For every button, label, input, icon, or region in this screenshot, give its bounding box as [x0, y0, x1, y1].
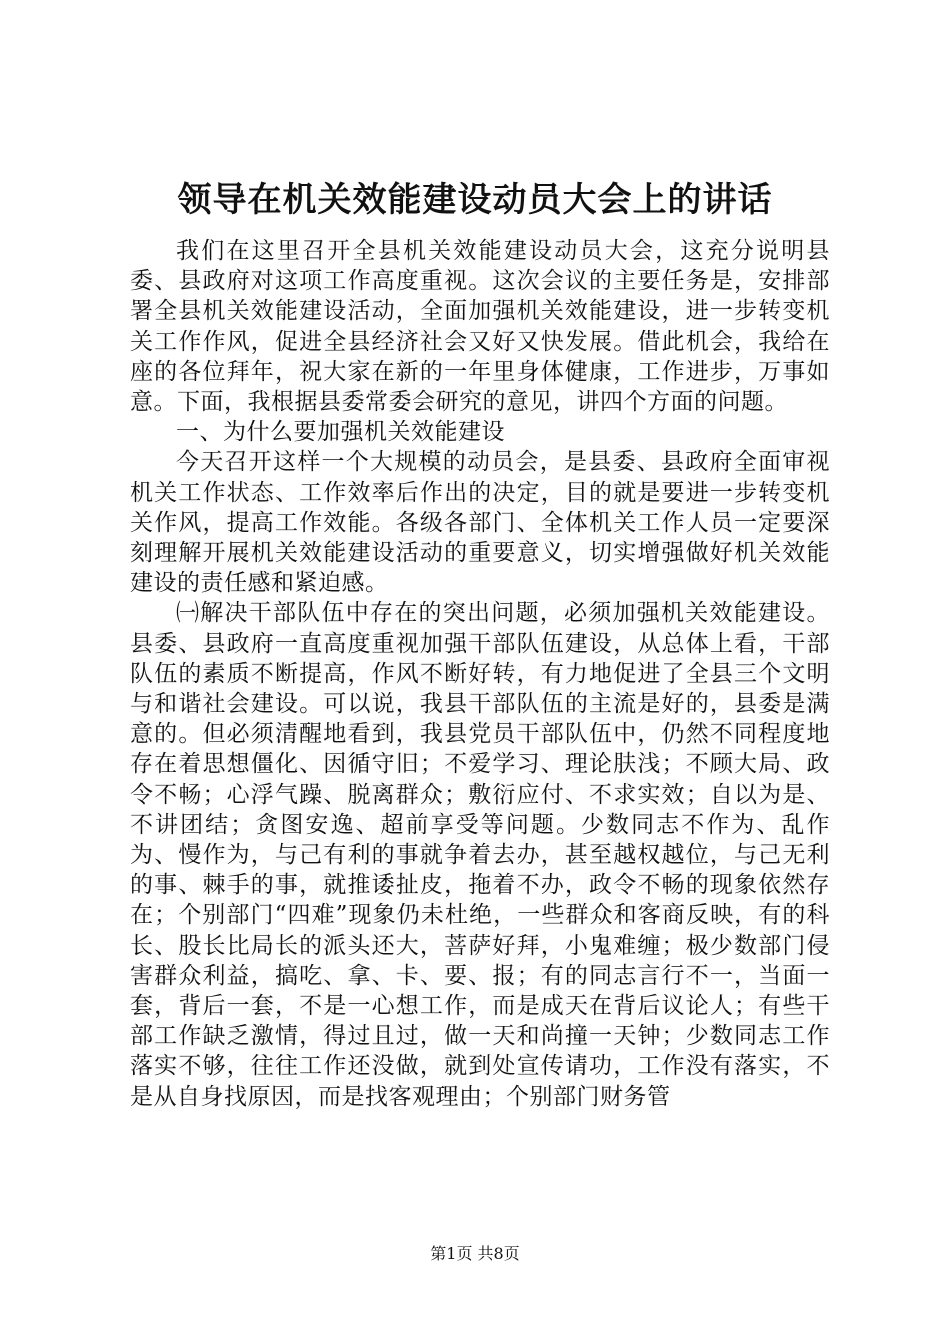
document-body: [130, 236, 830, 1112]
document-title: 领导在机关效能建设动员大会上的讲话: [177, 180, 773, 220]
paragraph-intro: 我们在这里召开全县机关效能建设动员大会，这充分说明县委、县政府对这项工作高度重视。这次会议的主要任务是，安排部署全县机关效能建设活动，全面加强机关效能建设，进一步转变机关工作作风，促进全县经济社会又好又快发展。借此机会，我给在座的各位拜年，祝大家在新的一年里身体健康，工作进步，万事如意。下面，我根据县委常委会研究的意见，讲四个方面的问题。: [130, 238, 830, 416]
paragraph-point-1: ㈠解决干部队伍中存在的突出问题，必须加强机关效能建设。县委、县政府一直高度重视加强干部队伍建设，从总体上看，干部队伍的素质不断提高，作风不断好转，有力地促进了全县三个文明与和谐社会建设。可以说，我县干部队伍的主流是好的，县委是满意的。但必须清醒地看到，我县党员干部队伍中，仍然不同程度地存在着思想僵化、因循守旧；不爱学习、理论肤浅；不顾大局、政令不畅；心浮气躁、脱离群众；敷衍应付、不求实效；自以为是、不讲团结；贪图安逸、超前享受等问题。少数同志不作为、乱作为、慢作为，与己有利的事就争着去办，甚至越权越位，与己无利的事、棘手的事，就推诿扯皮，拖着不办，政令不畅的现象依然存在；个别部门“四难”现象仍未杜绝，一些群众和客商反映，有的科长、股长比局长的派头还大，菩萨好拜，小鬼难缠；极少数部门侵害群众利益，搞吃、拿、卡、要、报；有的同志言行不一，当面一套，背后一套，不是一心想工作，而是成天在背后议论人；有些干部工作缺乏激情，得过且过，做一天和尚撞一天钟；少数同志工作落实不够，往往工作还没做，就到处宣传请功，工作没有落实，不是从自身找原因，而是找客观理由；个别部门财务管: [130, 600, 830, 1110]
section-heading-1: 一、为什么要加强机关效能建设: [176, 419, 505, 446]
page-footer: 第1页 共8页: [430, 1244, 520, 1263]
paragraph-section-1-intro: 今天召开这样一个大规模的动员会，是县委、县政府全面审视机关工作状态、工作效率后作出的决定，目的就是要进一步转变机关作风，提高工作效能。各级各部门、全体机关工作人员一定要深刻理解开展机关效能建设活动的重要意义，切实增强做好机关效能建设的责任感和紧迫感。: [130, 449, 830, 597]
